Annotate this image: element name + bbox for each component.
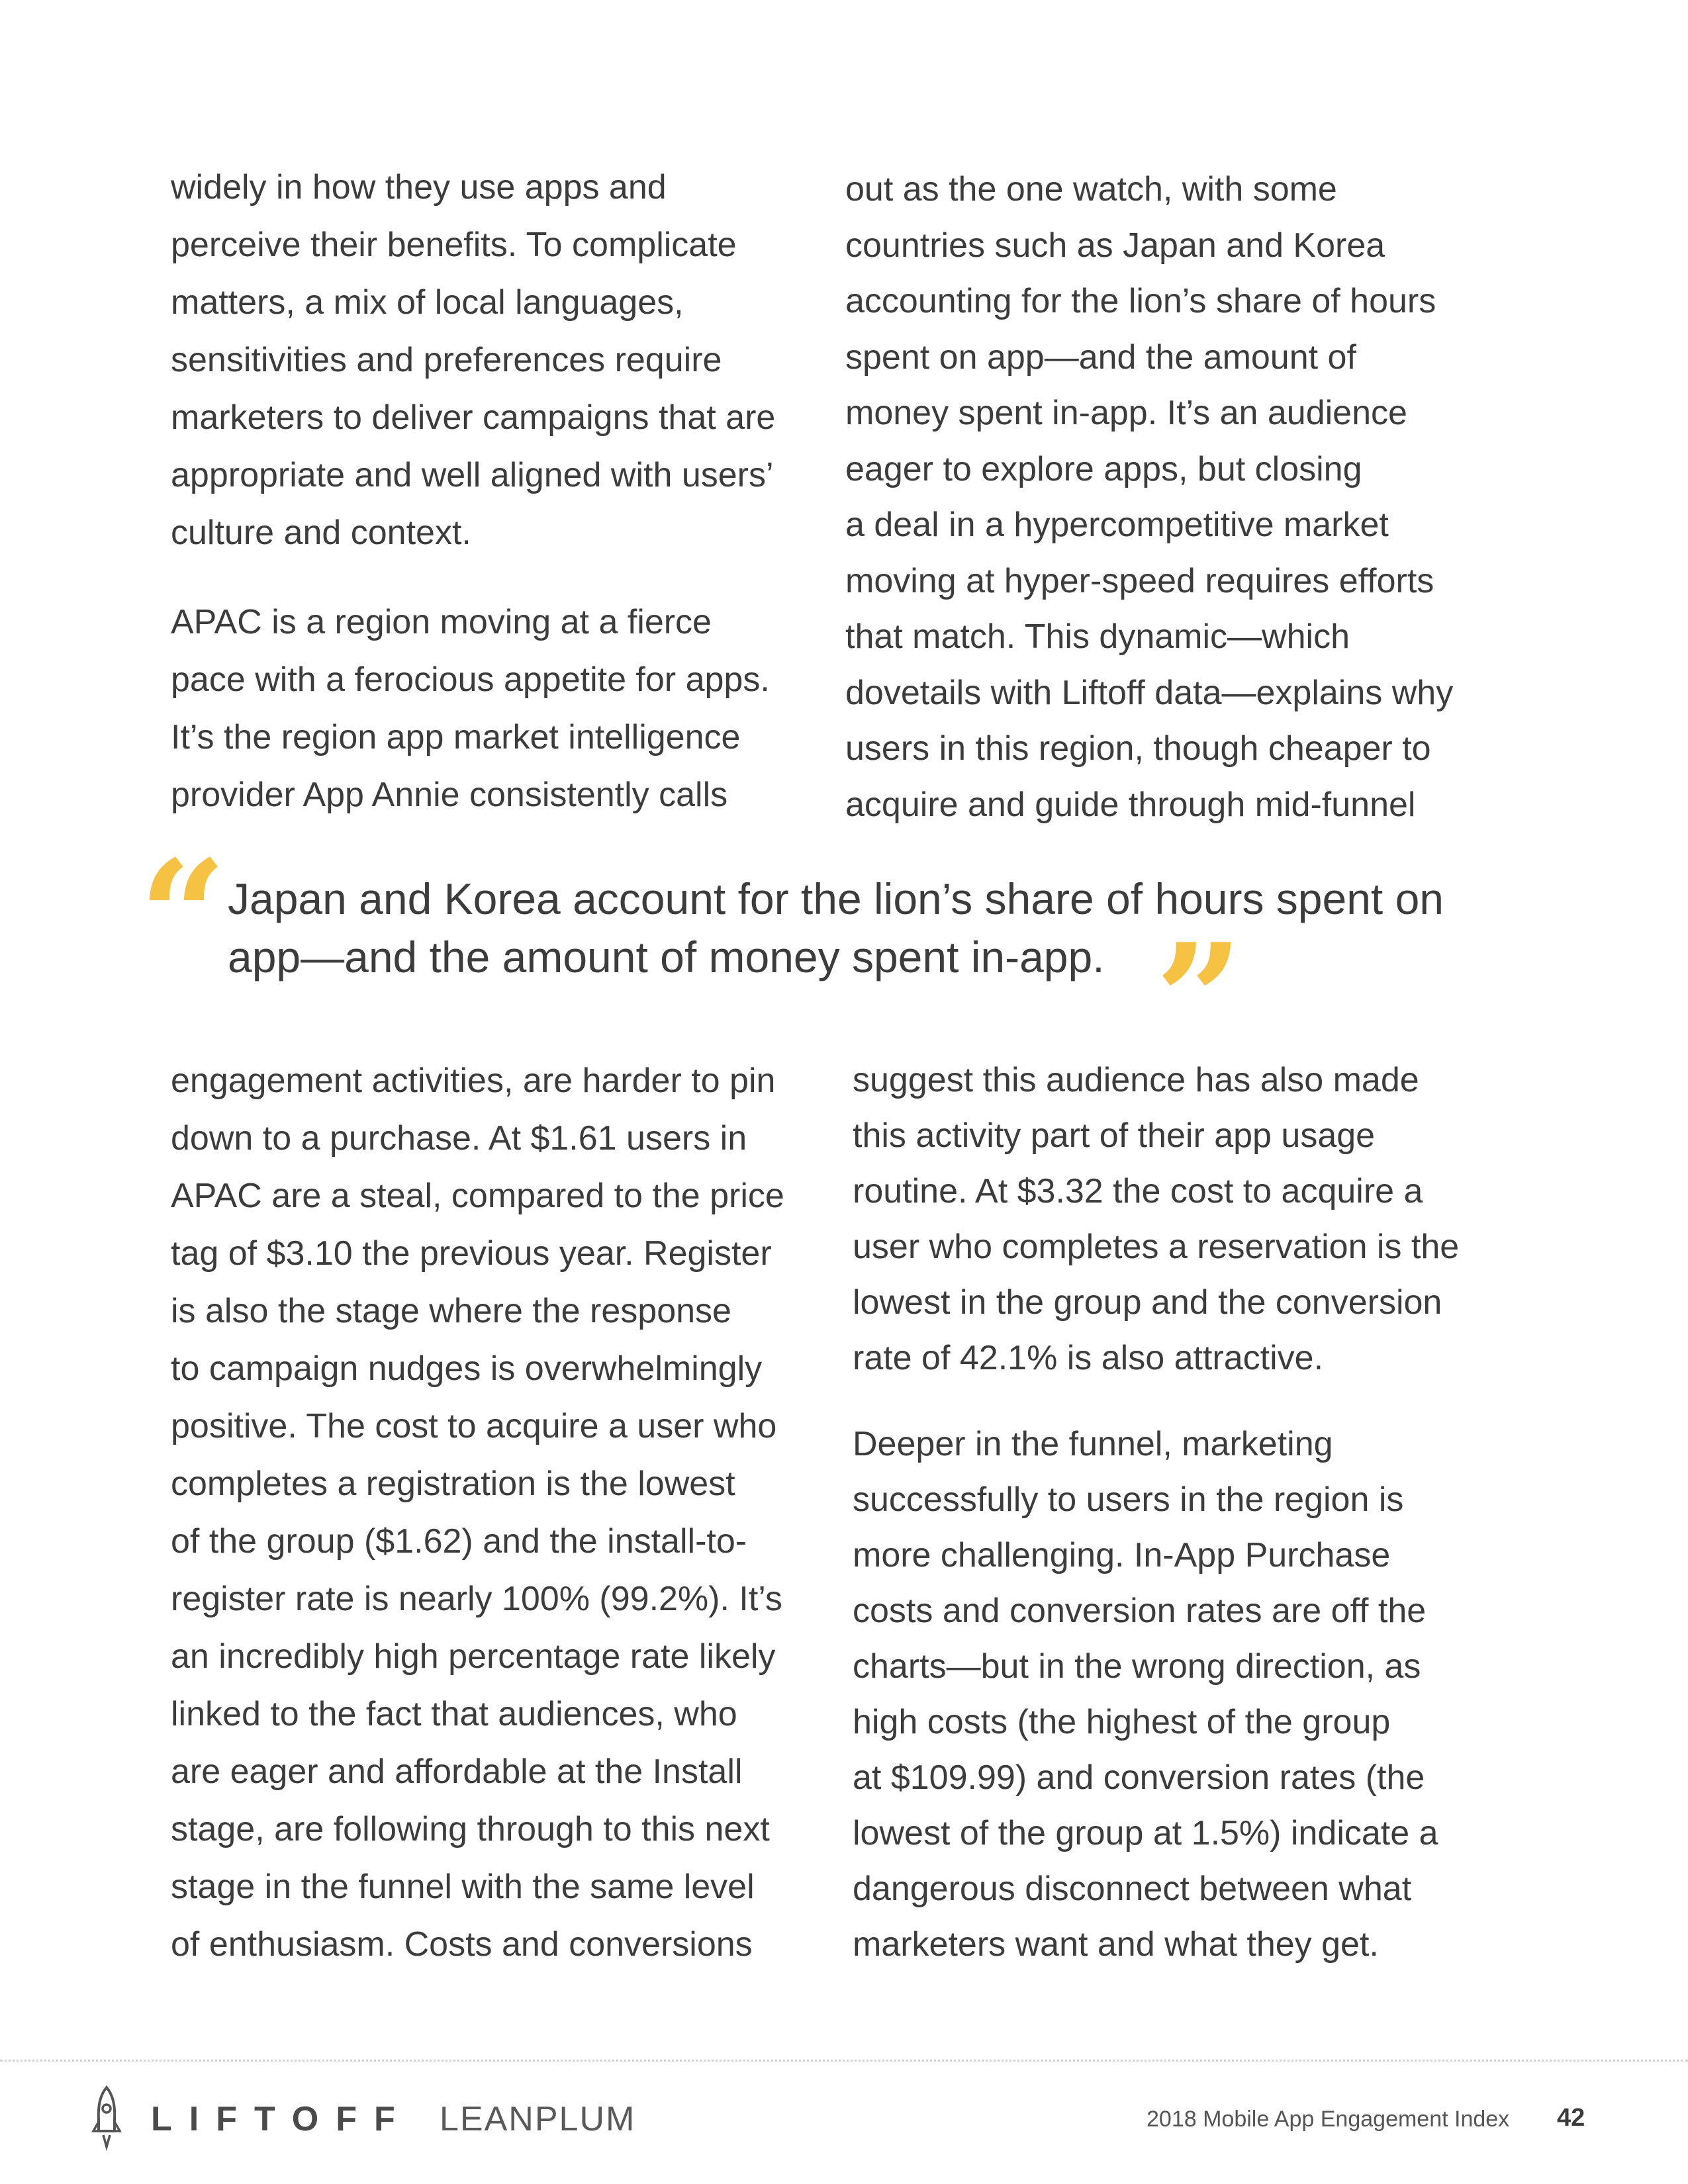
- top-right-column: [845, 161, 1507, 833]
- top-left-column: [171, 159, 826, 824]
- footer-divider: [0, 2060, 1688, 2062]
- body-paragraph: suggest this audience has also made this activity part of their app usage routine. At $3.32 the cost to acquire a user who completes a reservation is the lowest in the group and the conversion rate of 42.1% is also attractive.: [853, 1061, 1460, 1377]
- close-quote-mark-icon: ”: [1155, 911, 1243, 1089]
- body-paragraph: out as the one watch, with some countries such as Japan and Korea accounting for the lion’s share of hours spent on app—and the amount of money spent in-app. It’s an audience eager to explore apps, but closing a deal in a hypercompetitive market moving at hyper-speed requires efforts that match. This dynamic—which dovetails with Liftoff data—explains why users in this region, though cheaper to acquire and guide through mid-funnel: [845, 170, 1454, 824]
- page-number: 42: [1557, 2104, 1585, 2132]
- page-footer: [0, 2085, 1688, 2151]
- liftoff-logo: LIFTOFF: [151, 2100, 412, 2138]
- report-title: 2018 Mobile App Engagement Index: [1147, 2107, 1510, 2132]
- body-paragraph: Deeper in the funnel, marketing successfully to users in the region is more challenging. In-App Purchase costs and conversion rates are off the charts—but in the wrong direction, as high costs (the highest of the group at $109.99) and conversion rates (the lowest of the group at 1.5%) indicate a dangerous disconnect between what marketers want and what they get.: [853, 1425, 1438, 1964]
- pull-quote-text: Japan and Korea account for the lion’s share of hours spent on app—and the amount of money spent in-app.: [228, 874, 1444, 981]
- open-quote-mark-icon: “: [139, 827, 227, 1006]
- body-paragraph: engagement activities, are harder to pin down to a purchase. At $1.61 users in APAC are a steal, compared to the price tag of $3.10 the previous year. Register is also the stage where the response to campaign nudges is overwhelmingly positive. The cost to acquire a user who completes a registration is the lowest of the group ($1.62) and the install-to- register rate is nearly 100% (99.2%). It’s an incredibly high percentage rate likely linked to the fact that audiences, who are eager and affordable at the Install stage, are following through to this next stage in the funnel with the same level of enthusiasm. Costs and conversions: [171, 1062, 784, 1964]
- bottom-left-column: [171, 1052, 826, 1974]
- rocket-icon: [91, 2085, 122, 2151]
- body-paragraph: APAC is a region moving at a fierce pace with a ferocious appetite for apps. It’s the region app market intelligence provider App Annie consistently calls: [171, 603, 770, 814]
- pull-quote: [139, 827, 1562, 1089]
- leanplum-logo: LEANPLUM: [440, 2100, 636, 2138]
- body-paragraph: widely in how they use apps and perceive their benefits. To complicate matters, a mix of local languages, sensitivities and preferences require marketers to deliver campaigns that are appropriate and well aligned with users’ culture and context.: [171, 168, 776, 552]
- bottom-right-column: [853, 1052, 1515, 1972]
